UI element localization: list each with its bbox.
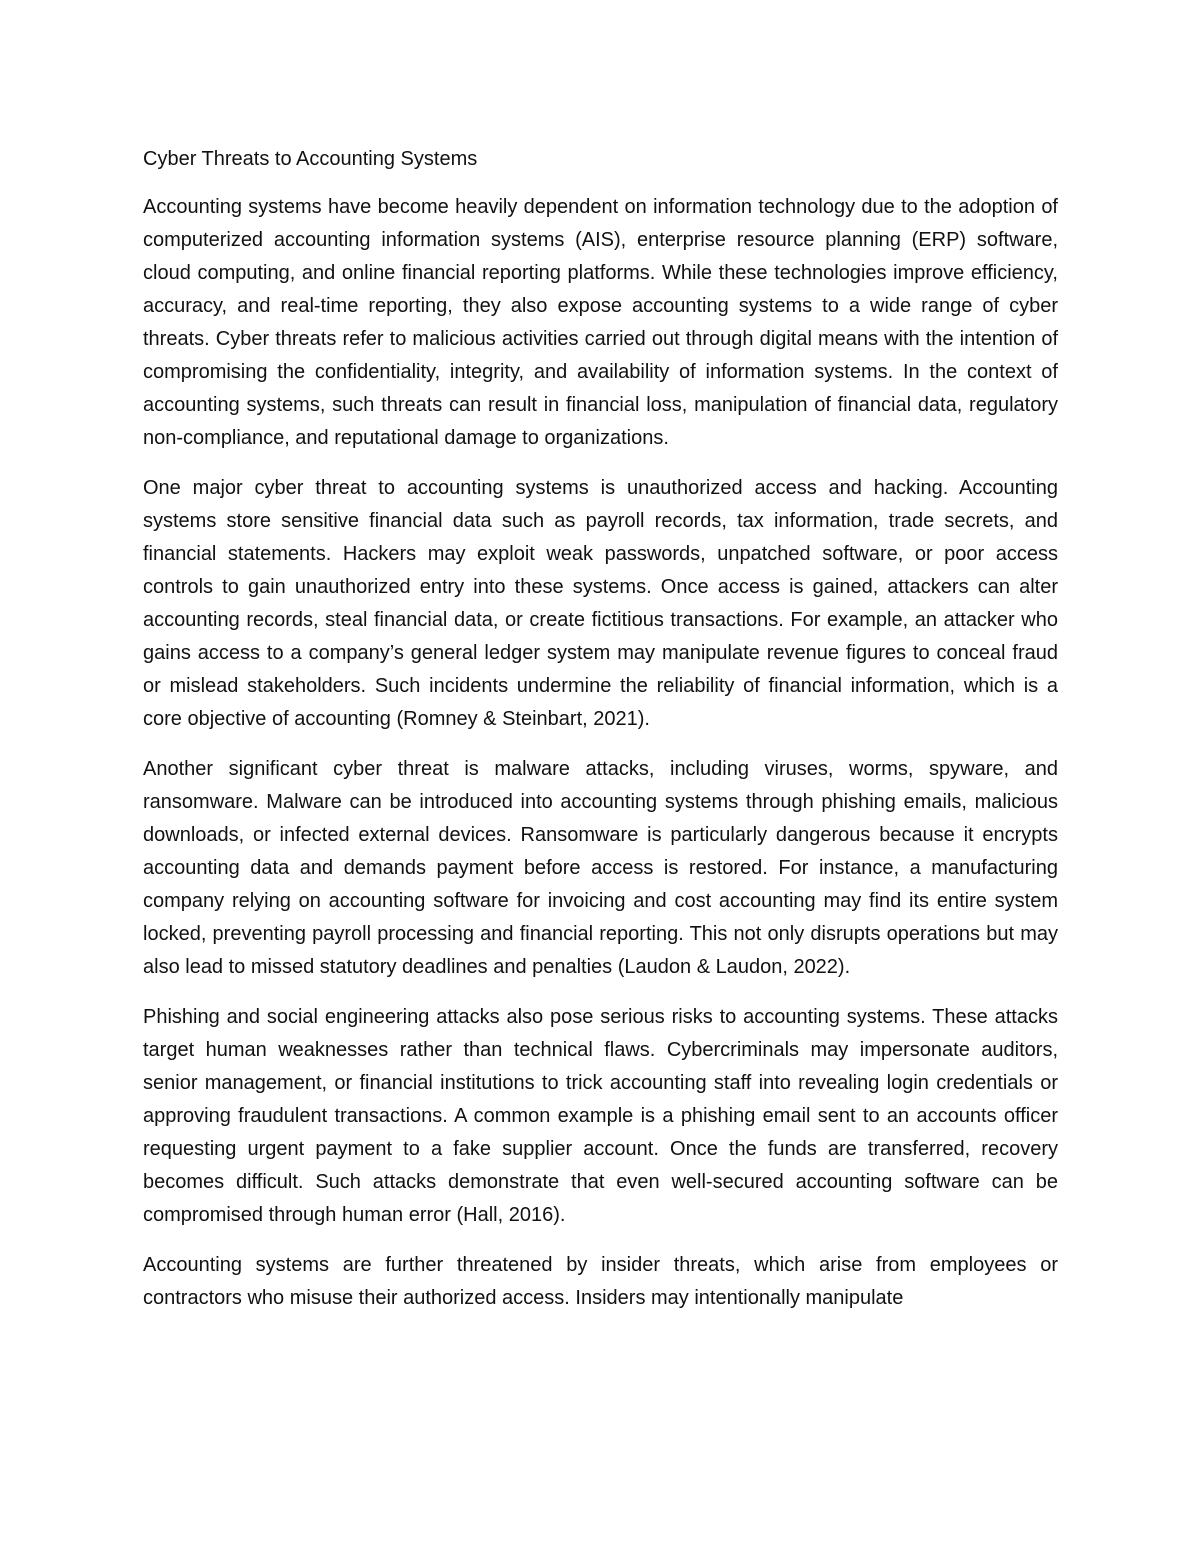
document-title: Cyber Threats to Accounting Systems [143, 148, 478, 170]
paragraph-insider-threats: Accounting systems are further threatened by insider threats, which arise from employees or contractors who misuse their authorized access. Insiders may intentionally manipulate [143, 1254, 1058, 1309]
paragraph-introduction: Accounting systems have become heavily dependent on information technology due to the adoption of computerized accounting information systems (AIS), enterprise resource planning (ERP) software, cloud computing, and online financial reporting platforms. While these technologies improve efficiency, accuracy, and real-time reporting, they also expose accounting systems to a wide range of cyber threats. Cyber threats refer to malicious activities carried out through digital means with the intention of compromising the confidentiality, integrity, and availability of information systems. In the context of accounting systems, such threats can result in financial loss, manipulation of financial data, regulatory non-compliance, and reputational damage to organizations. [143, 196, 1058, 449]
paragraph-unauthorized-access: One major cyber threat to accounting systems is unauthorized access and hacking. Accounting systems store sensitive financial data such as payroll records, tax information, trade secrets, and financial statements. Hackers may exploit weak passwords, unpatched software, or poor access controls to gain unauthorized entry into these systems. Once access is gained, attackers can alter accounting records, steal financial data, or create fictitious transactions. For example, an attacker who gains access to a company’s general ledger system may manipulate revenue figures to conceal fraud or mislead stakeholders. Such incidents undermine the reliability of financial information, which is a core objective of accounting (Romney & Steinbart, 2021). [143, 477, 1058, 730]
document-body [143, 143, 1058, 1332]
paragraph-phishing: Phishing and social engineering attacks also pose serious risks to accounting systems. These attacks target human weaknesses rather than technical flaws. Cybercriminals may impersonate auditors, senior management, or financial institutions to trick accounting staff into revealing login credentials or approving fraudulent transactions. A common example is a phishing email sent to an accounts officer requesting urgent payment to a fake supplier account. Once the funds are transferred, recovery becomes difficult. Such attacks demonstrate that even well-secured accounting software can be compromised through human error (Hall, 2016). [143, 1006, 1058, 1226]
paragraph-malware: Another significant cyber threat is malware attacks, including viruses, worms, spyware, and ransomware. Malware can be introduced into accounting systems through phishing emails, malicious downloads, or infected external devices. Ransomware is particularly dangerous because it encrypts accounting data and demands payment before access is restored. For instance, a manufacturing company relying on accounting software for invoicing and cost accounting may find its entire system locked, preventing payroll processing and financial reporting. This not only disrupts operations but may also lead to missed statutory deadlines and penalties (Laudon & Laudon, 2022). [143, 758, 1058, 978]
